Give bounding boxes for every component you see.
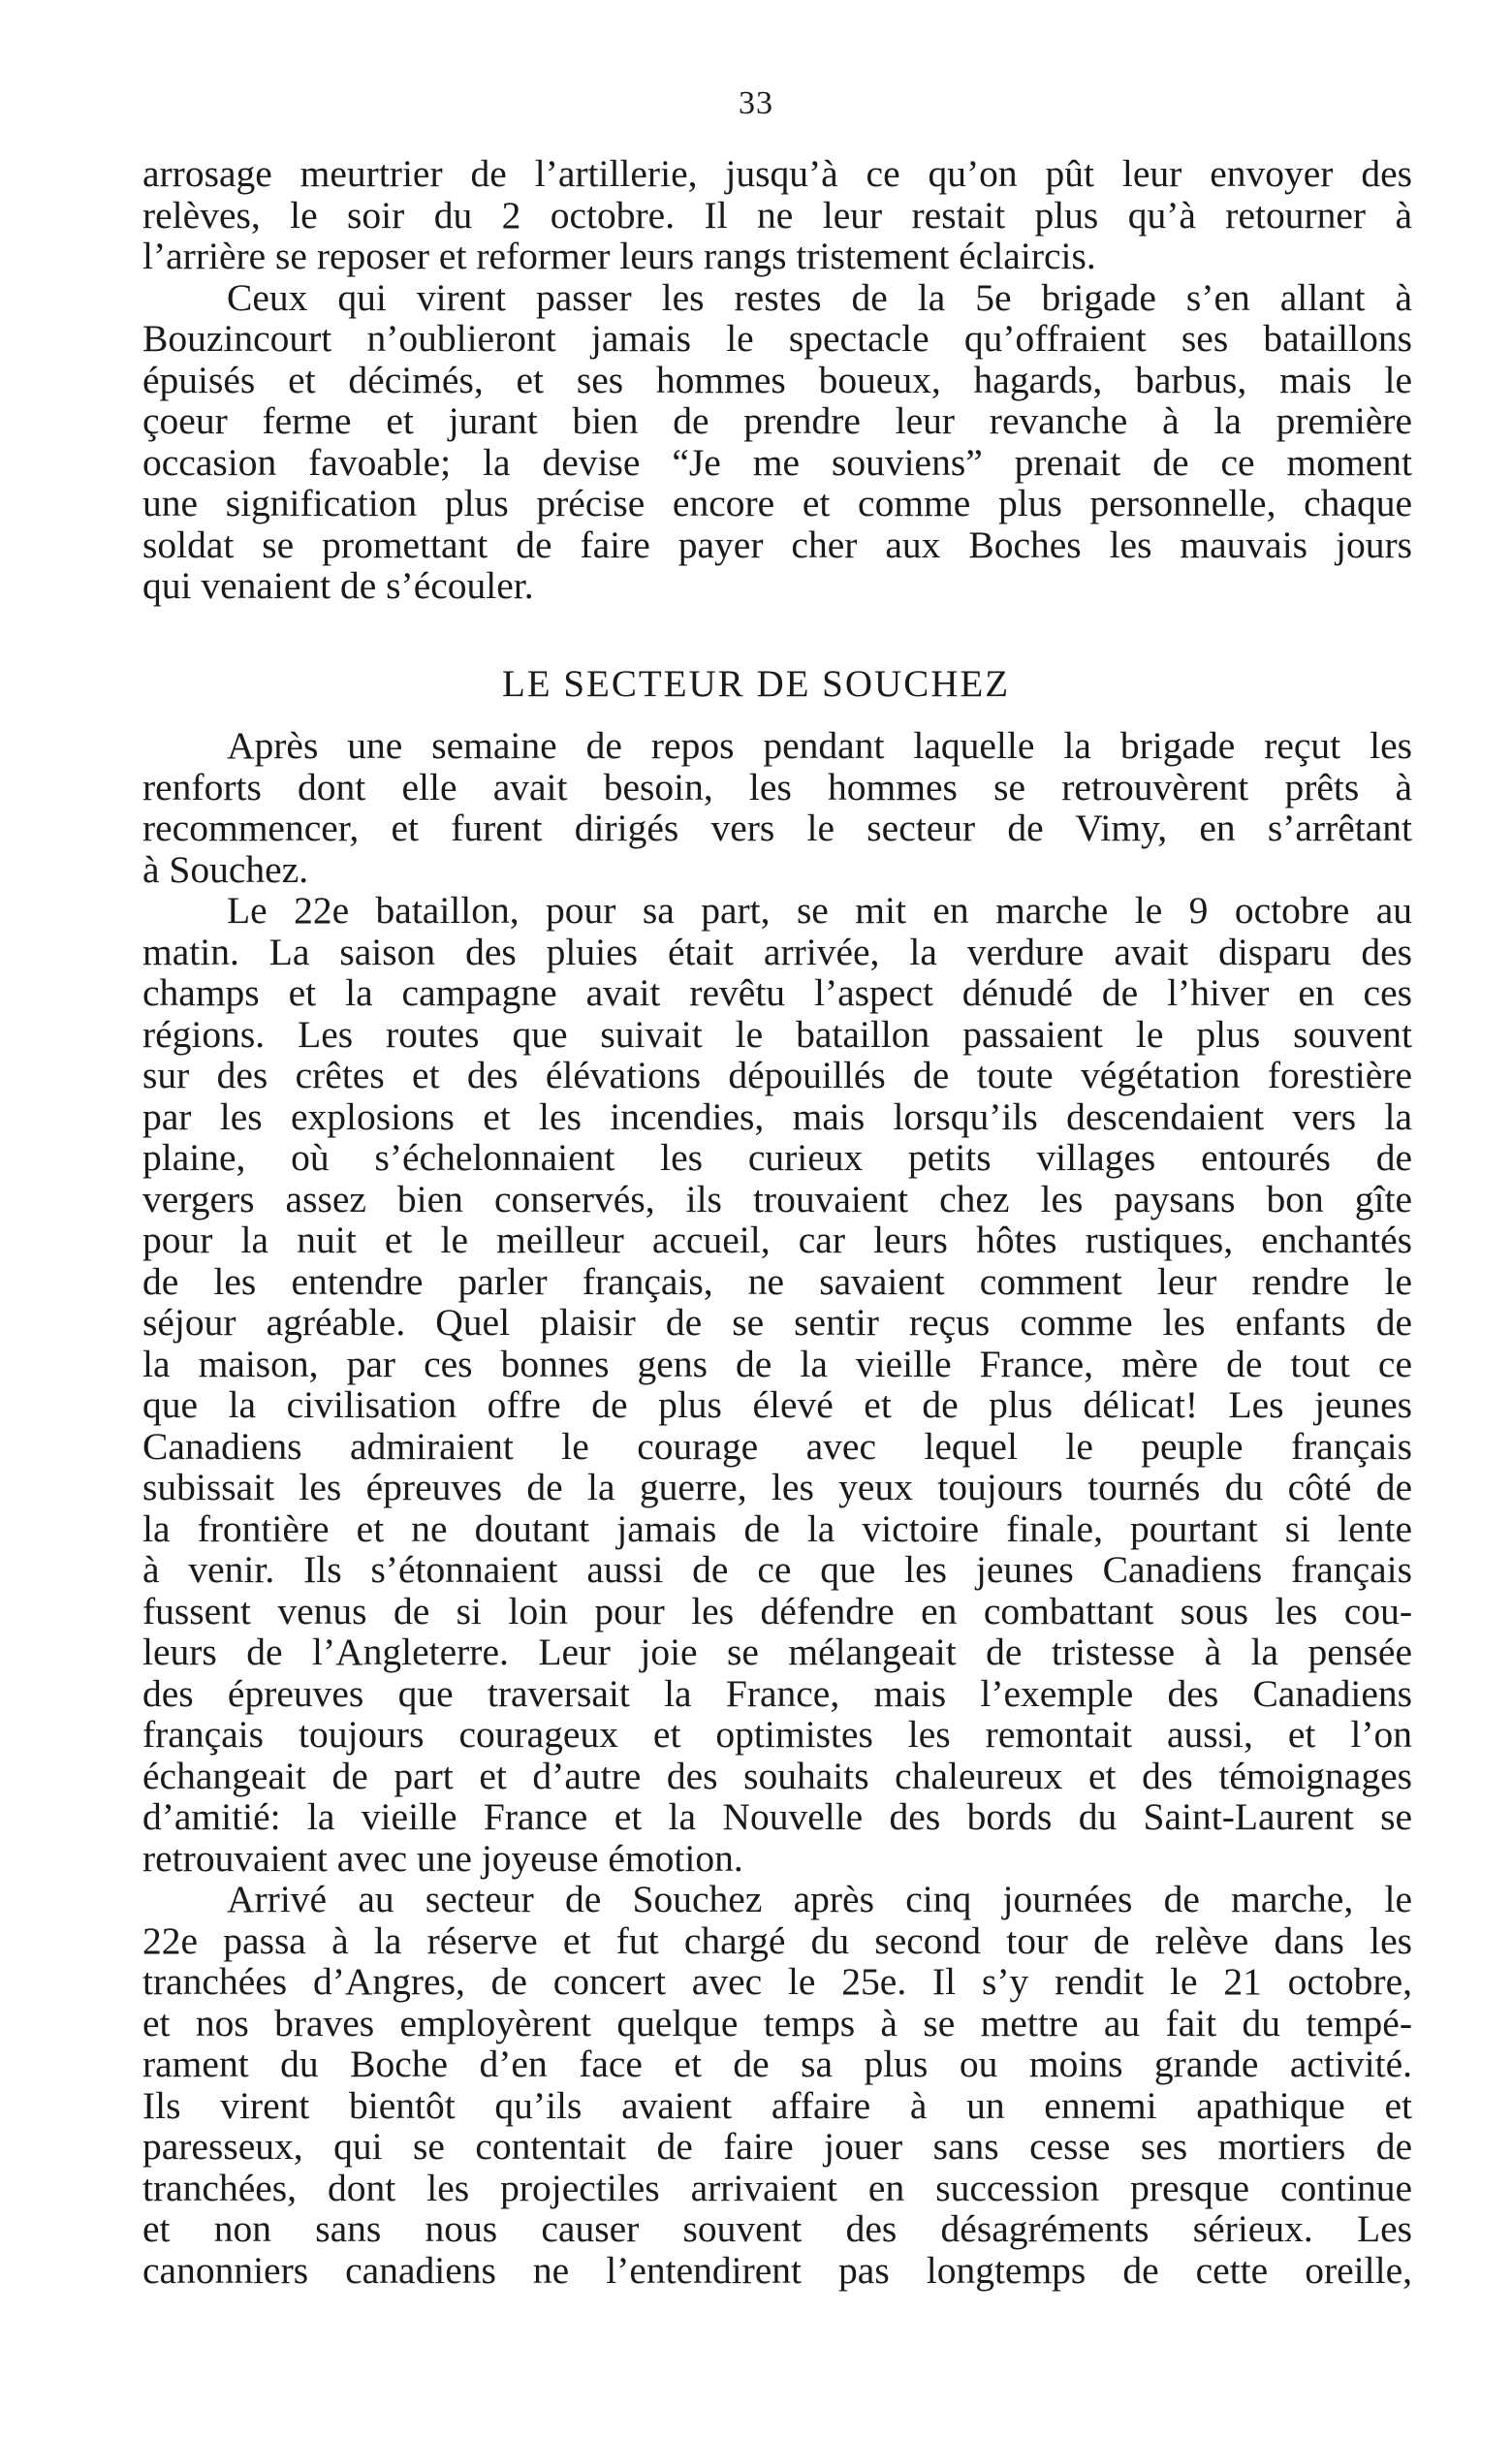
text-line: des épreuves que traversait la France, mais l’exemple des Canadiens xyxy=(142,1671,1412,1715)
text-line: Canadiens admiraient le courage avec lequel le peuple français xyxy=(142,1424,1412,1468)
text-line: Le 22e bataillon, pour sa part, se mit en marche le 9 octobre au xyxy=(227,889,1412,932)
text-line: pour la nuit et le meilleur accueil, car leurs hôtes rustiques, enchantés xyxy=(142,1219,1412,1261)
text-line: une signification plus précise encore et comme plus personnelle, chaque xyxy=(142,482,1412,524)
text-line: arrosage meurtrier de l’artillerie, jusqu’à ce qu’on pût leur envoyer des xyxy=(142,152,1412,195)
text-line: français toujours courageux et optimistes les remontait aussi, et l’on xyxy=(142,1713,1412,1756)
text-line: régions. Les routes que suivait le bataillon passaient le plus souvent xyxy=(142,1012,1412,1056)
text-line: matin. La saison des pluies était arrivée, la verdure avait disparu des xyxy=(142,930,1412,973)
text-line: par les explosions et les incendies, mais lorsqu’ils descendaient vers la xyxy=(142,1094,1412,1138)
paragraph xyxy=(142,1879,1412,2291)
section-heading: LE SECTEUR DE SOUCHEZ xyxy=(501,663,1011,705)
text-line: occasion favoable; la devise “Je me souviens” prenait de ce moment xyxy=(142,440,1412,484)
text-line: et nos braves employèrent quelque temps à se mettre au fait du tempé- xyxy=(142,2001,1412,2044)
text-line: subissait les épreuves de la guerre, les yeux toujours tournés du côté de xyxy=(142,1466,1412,1508)
paragraph xyxy=(142,277,1412,607)
text-line: relèves, le soir du 2 octobre. Il ne leur restait plus qu’à retourner à xyxy=(142,193,1412,237)
text-line: paresseux, qui se contentait de faire jouer sans cesse ses mortiers de xyxy=(142,2125,1412,2168)
text-line: que la civilisation offre de plus élevé et de plus délicat! Les jeunes xyxy=(142,1383,1412,1426)
text-line: rament du Boche d’en face et de sa plus ou moins grande activité. xyxy=(142,2043,1412,2085)
text-line: à Souchez. xyxy=(142,847,309,891)
text-line: leurs de l’Angleterre. Leur joie se mélangeait de tristesse à la pensée xyxy=(142,1631,1412,1673)
text-block-before-heading xyxy=(142,153,1412,607)
text-line: çoeur ferme et jurant bien de prendre leur revanche à la première xyxy=(142,399,1412,442)
text-block-after-heading xyxy=(142,725,1412,2291)
text-line: recommencer, et furent dirigés vers le secteur de Vimy, en s’arrêtant xyxy=(142,807,1412,849)
text-line: de les entendre parler français, ne savaient comment leur rendre le xyxy=(142,1259,1412,1303)
text-line: canonniers canadiens ne l’entendirent pas longtemps de cette oreille, xyxy=(142,2248,1412,2292)
text-line: la maison, par ces bonnes gens de la vieille France, mère de tout ce xyxy=(142,1342,1412,1385)
text-line: Après une semaine de repos pendant laquelle la brigade reçut les xyxy=(227,724,1412,767)
text-line: Ils virent bientôt qu’ils avaient affaire à un ennemi apathique et xyxy=(142,2083,1412,2127)
text-line: et non sans nous causer souvent des désagréments sérieux. Les xyxy=(142,2207,1412,2250)
text-line: vergers assez bien conservés, ils trouvaient chez les paysans bon gîte xyxy=(142,1177,1412,1220)
text-line: la frontière et ne doutant jamais de la victoire finale, pourtant si lente xyxy=(142,1506,1412,1550)
text-line: plaine, où s’échelonnaient les curieux petits villages entourés de xyxy=(142,1136,1412,1179)
paragraph xyxy=(142,725,1412,890)
text-line: à venir. Ils s’étonnaient aussi de ce que les jeunes Canadiens français xyxy=(142,1548,1412,1591)
text-line: Bouzincourt n’oublieront jamais le spectacle qu’offraient ses bataillons xyxy=(142,317,1412,360)
text-line: renforts dont elle avait besoin, les hommes se retrouvèrent prêts à xyxy=(142,765,1412,808)
paragraph xyxy=(142,153,1412,277)
page-number: 33 xyxy=(739,85,773,121)
text-line: échangeait de part et d’autre des souhaits chaleureux et des témoignages xyxy=(142,1754,1412,1797)
text-line: sur des crêtes et des élévations dépouillés de toute végétation forestière xyxy=(142,1054,1412,1096)
text-line: Ceux qui virent passer les restes de la 5e brigade s’en allant à xyxy=(227,275,1412,319)
text-line: tranchées d’Angres, de concert avec le 25e. Il s’y rendit le 21 octobre, xyxy=(142,1960,1412,2003)
text-line: tranchées, dont les projectiles arrivaient en succession presque continue xyxy=(142,2166,1412,2209)
text-line: d’amitié: la vieille France et la Nouvelle des bords du Saint-Laurent se xyxy=(142,1795,1412,1838)
text-line: retrouvaient avec une joyeuse émotion. xyxy=(142,1836,743,1880)
paragraph xyxy=(142,890,1412,1879)
text-line: 22e passa à la réserve et fut chargé du second tour de relève dans les xyxy=(142,1918,1412,1962)
text-line: champs et la campagne avait revêtu l’aspect dénudé de l’hiver en ces xyxy=(142,971,1412,1014)
text-line: fussent venus de si loin pour les défendre en combattant sous les cou- xyxy=(142,1589,1412,1632)
text-line: épuisés et décimés, et ses hommes boueux, hagards, barbus, mais le xyxy=(142,358,1412,401)
text-line: séjour agréable. Quel plaisir de se sentir reçus comme les enfants de xyxy=(142,1301,1412,1344)
text-line: soldat se promettant de faire payer cher aux Boches les mauvais jours xyxy=(142,523,1412,566)
text-line: l’arrière se reposer et reformer leurs rangs tristement éclaircis. xyxy=(142,235,1096,277)
text-line: Arrivé au secteur de Souchez après cinq journées de marche, le xyxy=(227,1878,1412,1920)
text-line: qui venaient de s’écouler. xyxy=(142,564,534,607)
